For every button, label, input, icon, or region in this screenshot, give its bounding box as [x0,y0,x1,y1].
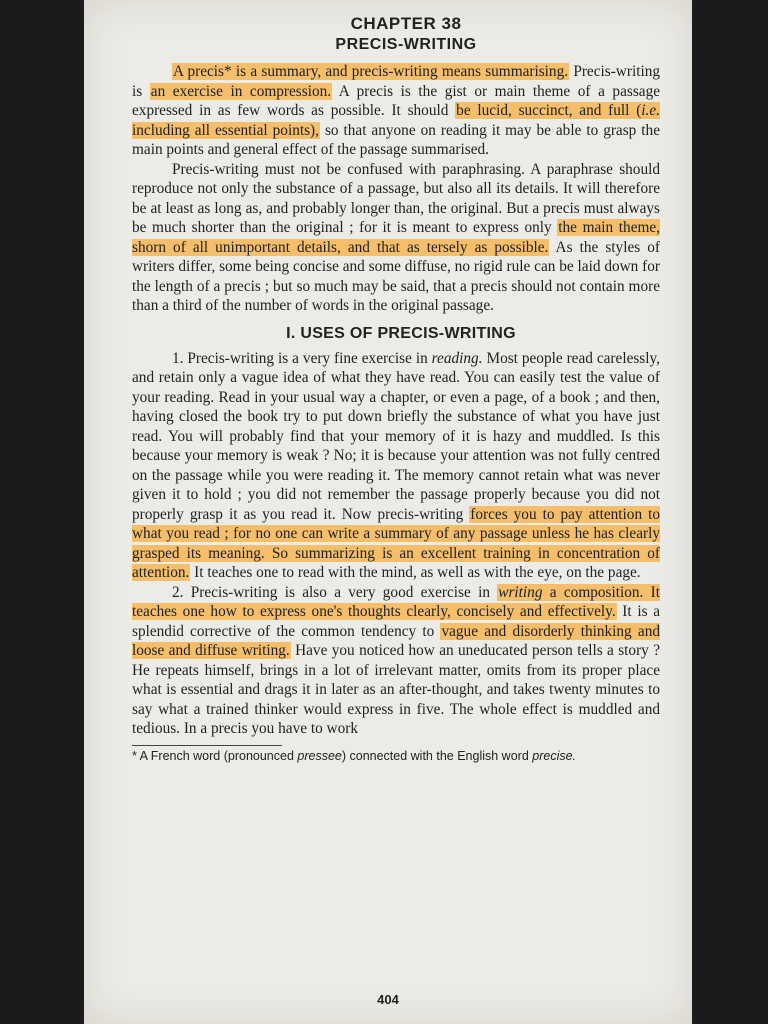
highlight: writing a composition. It teaches one how to express one's thoughts clearly, concisely and effectively. [132,583,660,620]
section-title: I. USES OF PRECIS-WRITING [286,324,516,342]
page-number: 404 [377,992,399,1007]
highlight: forces you to pay attention to what you read ; for no one can write a summary of any passage unless he has clearly grasped its meaning. So summarizing is an excellent training in concentration of attention. [132,505,660,581]
highlight: vague and disorderly thinking and loose and diffuse writing. [132,622,660,659]
intro-paragraph-2: Precis-writing must not be confused with paraphrasing. A paraphrase should reproduce not only the substance of a passage, but also all its details. It will therefore be at least as long as, and probably longer than, the original. But a precis must always be much shorter than the original ; for it is meant to express only the main theme, shorn of all unimportant details, and that as tersely as possible. As the styles of writers differ, some being concise and some diffuse, no rigid rule can be laid down for the length of a precis ; but so much may be said, that a precis should not contain more than a third of the number of words in the original passage. [132,160,660,314]
chapter-title: PRECIS-WRITING [335,36,477,53]
highlight: A precis* is a summary, and precis-writing means summarising. [173,63,569,80]
chapter-number: CHAPTER 38 [350,14,462,33]
footnote: * A French word (pronounced pressee) connected with the English word precise. [132,748,577,763]
section-paragraph-1: 1. Precis-writing is a very fine exercise in reading. Most people read carelessly, and retain only a vague idea of what they have read. You can easily test the value of your reading. Read in your usual way a chapter, or even a page, of a book ; and then, having closed the book try to put down briefly the substance of what you have just read. You will probably find that your memory of it is hazy and muddled. Is this because your memory is weak ? No; it is because your attention was not fully centred on the passage while you were reading it. The memory cannot retain what was never given it to hold ; you did not remember the passage properly because you did not properly grasp it as you read it. Now precis-writing forces you to pay attention to what you read ; for no one can write a summary of any passage unless he has clearly grasped its meaning. So summarizing is an excellent training in concentration of attention. It teaches one to read with the mind, as well as with the eye, on the page. [132,349,660,581]
highlight: the main theme, shorn of all unimportant details, and that as tersely as possible. [132,219,660,256]
highlight: be lucid, succinct, and full (i.e. including all essential points), [132,102,660,139]
page-content [132,14,660,764]
section-paragraph-2: 2. Precis-writing is also a very good exercise in writing a composition. It teaches one how to express one's thoughts clearly, concisely and effectively. It is a splendid corrective of the common tendency to vague and disorderly thinking and loose and diffuse writing. Have you noticed how an uneducated person tells a story ? He repeats himself, brings in a lot of irrelevant matter, omits from its proper place what is essential and drags it in later as an after-thought, and takes twenty minutes to say what a trained thinker would express in five. The whole effect is muddled and tedious. In a precis you have to work [132,583,660,737]
book-page [84,0,692,1024]
intro-paragraph-1: A precis* is a summary, and precis-writing means summarising. Precis-writing is an exercise in compression. A precis is the gist or main theme of a passage expressed in as few words as possible. It should be lucid, succinct, and full (i.e. including all essential points), so that anyone on reading it may be able to grasp the main points and general effect of the passage summarised. [132,63,661,158]
highlight: an exercise in compression. [150,82,332,100]
footnote-divider [132,745,282,746]
